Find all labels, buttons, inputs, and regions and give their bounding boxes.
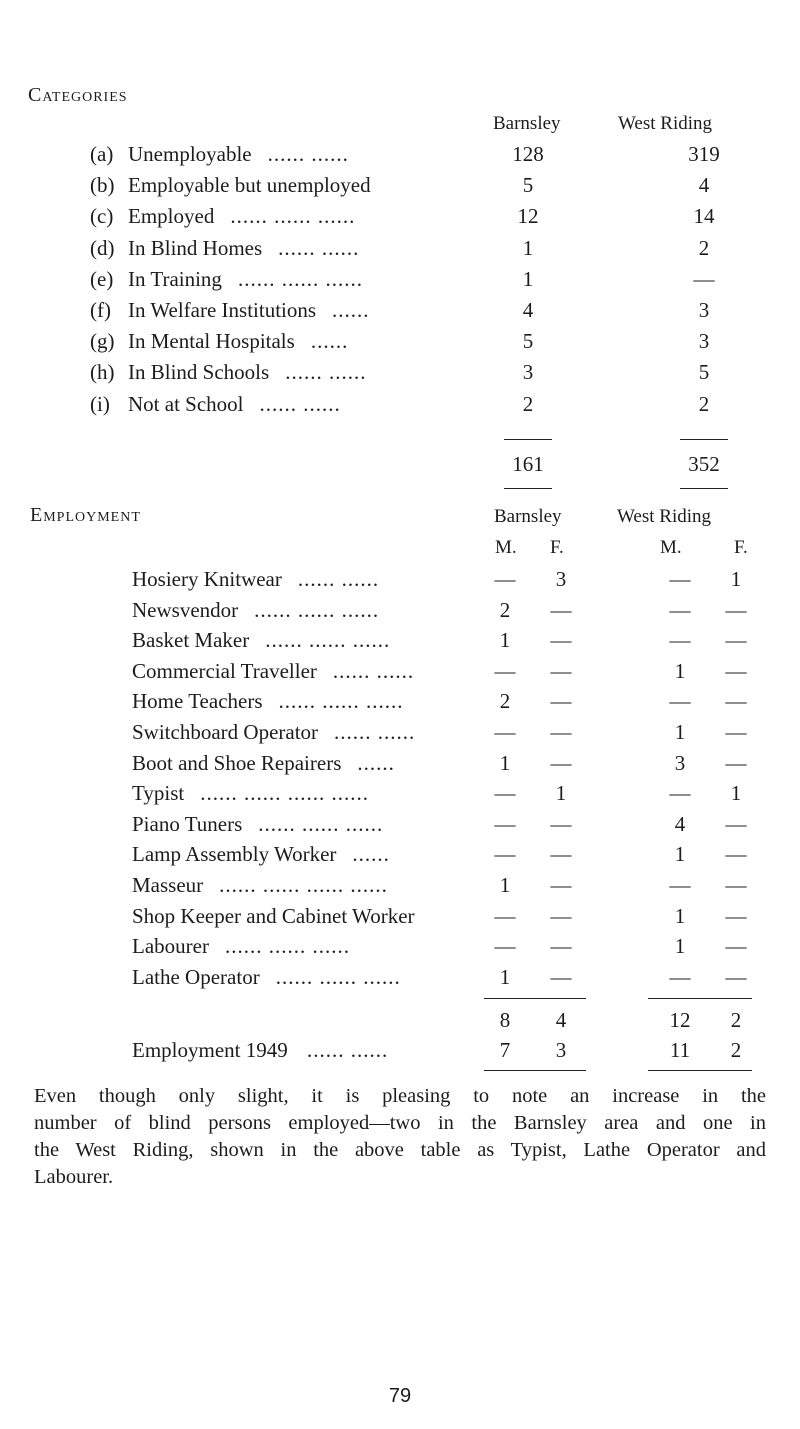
category-barnsley-value: 5 bbox=[522, 173, 534, 198]
employment-wm-value: — bbox=[669, 873, 691, 897]
category-row bbox=[0, 360, 800, 390]
employment-row bbox=[0, 934, 800, 964]
employment-wm-value: 1 bbox=[674, 903, 686, 928]
employment-sub-m-west: M. bbox=[660, 537, 682, 558]
employment-bm-value: 1 bbox=[499, 750, 511, 775]
category-barnsley-value: 2 bbox=[522, 391, 534, 416]
employment-sub-f-barnsley: F. bbox=[550, 537, 564, 558]
employment-bf-value: 3 bbox=[555, 567, 567, 591]
category-letter: (c) bbox=[90, 204, 114, 229]
category-row bbox=[0, 236, 800, 266]
category-west-value: 14 bbox=[693, 204, 715, 229]
employment-bm-value: 1 bbox=[499, 964, 511, 989]
employment-row bbox=[0, 812, 800, 842]
category-barnsley-value: 1 bbox=[522, 235, 534, 260]
category-label: (f) In Welfare Institutions ...... bbox=[90, 298, 370, 322]
employment-heading: Employment bbox=[30, 504, 141, 526]
employment-bf-value: — bbox=[550, 842, 572, 867]
category-row bbox=[0, 267, 800, 297]
employment-bf-value: — bbox=[550, 720, 572, 744]
categories-total-rule-west bbox=[680, 439, 728, 440]
employment-wf-value: 1 bbox=[730, 781, 742, 806]
category-label: (b) Employable but unemployed bbox=[90, 173, 371, 198]
employment-label: Boot and Shoe Repairers ...... bbox=[132, 750, 395, 775]
employment-bf-value: — bbox=[550, 873, 572, 897]
employment-row bbox=[0, 628, 800, 658]
employment-label: Labourer ...... ...... ...... bbox=[132, 934, 350, 959]
employment-label: Switchboard Operator ...... ...... bbox=[132, 720, 416, 744]
category-letter: (f) bbox=[90, 298, 111, 322]
employment-bm-value: 1 bbox=[499, 873, 511, 897]
categories-col-west-riding: West Riding bbox=[618, 113, 712, 134]
employment-total-rule-barnsley bbox=[484, 998, 586, 999]
employment-wf-value: — bbox=[725, 720, 747, 744]
category-label: (i) Not at School ...... ...... bbox=[90, 391, 341, 416]
category-row bbox=[0, 298, 800, 328]
employment-row bbox=[0, 842, 800, 872]
category-label: (d) In Blind Homes ...... ...... bbox=[90, 235, 360, 260]
employment-total-bm: 8 bbox=[499, 1008, 511, 1032]
employment-row bbox=[0, 689, 800, 719]
employment-label: Basket Maker ...... ...... ...... bbox=[132, 628, 391, 653]
employment-total-rule-west bbox=[648, 998, 752, 999]
employment-row bbox=[0, 567, 800, 597]
employment-label: Masseur ...... ...... ...... ...... bbox=[132, 873, 388, 897]
categories-total-west: 352 bbox=[688, 452, 720, 476]
employment-wf-value: — bbox=[725, 811, 747, 836]
employment-label: Home Teachers ...... ...... ...... bbox=[132, 689, 404, 714]
employment-bf-value: — bbox=[550, 658, 572, 683]
employment-wf-value: — bbox=[725, 903, 747, 928]
employment-bm-value: 2 bbox=[499, 597, 511, 622]
category-west-value: 2 bbox=[698, 235, 710, 260]
summary-paragraph bbox=[34, 1083, 766, 1191]
employment-bottom-rule-west bbox=[648, 1070, 752, 1071]
employment-bf-value: — bbox=[550, 689, 572, 714]
category-barnsley-value: 4 bbox=[522, 298, 534, 322]
category-row bbox=[0, 392, 800, 422]
employment-wf-value: — bbox=[725, 842, 747, 867]
employment-label: Commercial Traveller ...... ...... bbox=[132, 658, 415, 683]
employment-wm-value: — bbox=[669, 597, 691, 622]
category-west-value: 3 bbox=[698, 298, 710, 322]
employment-row bbox=[0, 873, 800, 903]
category-letter: (g) bbox=[90, 329, 115, 354]
paragraph-line: Even though only slight, it is pleasing to note an increase in the bbox=[34, 1085, 766, 1107]
employment-label: Typist ...... ...... ...... ...... bbox=[132, 781, 369, 806]
employment-row bbox=[0, 598, 800, 628]
employment-bf-value: — bbox=[550, 628, 572, 653]
category-letter: (a) bbox=[90, 142, 114, 166]
employment-wm-value: 1 bbox=[674, 934, 686, 959]
employment-wf-value: — bbox=[725, 628, 747, 653]
employment-label: Lathe Operator ...... ...... ...... bbox=[132, 964, 401, 989]
category-label: (e) In Training ...... ...... ...... bbox=[90, 266, 363, 291]
category-label: (c) Employed ...... ...... ...... bbox=[90, 204, 356, 229]
category-letter: (e) bbox=[90, 266, 114, 291]
category-west-value: 4 bbox=[698, 173, 710, 198]
employment-wf-value: — bbox=[725, 689, 747, 714]
category-label: (h) In Blind Schools ...... ...... bbox=[90, 360, 367, 385]
categories-col-barnsley: Barnsley bbox=[493, 113, 561, 134]
category-barnsley-value: 128 bbox=[512, 142, 544, 166]
employment-1949-label: Employment 1949 ...... ...... bbox=[132, 1038, 389, 1062]
paragraph-line: Labourer. bbox=[34, 1166, 114, 1188]
employment-wm-value: 1 bbox=[674, 842, 686, 867]
category-row bbox=[0, 329, 800, 359]
employment-1949-bm: 7 bbox=[499, 1038, 511, 1062]
category-barnsley-value: 5 bbox=[522, 329, 534, 354]
employment-bf-value: — bbox=[550, 903, 572, 928]
employment-bf-value: — bbox=[550, 597, 572, 622]
paragraph-line: the West Riding, shown in the above table as Typist, Lathe Operator and bbox=[34, 1139, 766, 1161]
employment-wm-value: — bbox=[669, 781, 691, 806]
employment-total-bf: 4 bbox=[555, 1008, 567, 1032]
employment-label: Hosiery Knitwear ...... ...... bbox=[132, 567, 380, 591]
employment-bf-value: — bbox=[550, 934, 572, 959]
employment-bm-value: — bbox=[494, 842, 516, 867]
categories-total-rule-barnsley bbox=[504, 439, 552, 440]
employment-wf-value: — bbox=[725, 597, 747, 622]
category-barnsley-value: 12 bbox=[517, 204, 539, 229]
category-west-value: 3 bbox=[698, 329, 710, 354]
employment-row bbox=[0, 781, 800, 811]
employment-bm-value: — bbox=[494, 781, 516, 806]
employment-wf-value: 1 bbox=[730, 567, 742, 591]
category-row bbox=[0, 142, 800, 172]
employment-wm-value: 1 bbox=[674, 720, 686, 744]
employment-bm-value: 2 bbox=[499, 689, 511, 714]
category-letter: (i) bbox=[90, 391, 110, 416]
category-barnsley-value: 1 bbox=[522, 266, 534, 291]
employment-bf-value: — bbox=[550, 750, 572, 775]
employment-label: Lamp Assembly Worker ...... bbox=[132, 842, 390, 867]
category-west-value: 2 bbox=[698, 391, 710, 416]
employment-wf-value: — bbox=[725, 658, 747, 683]
employment-bm-value: 1 bbox=[499, 628, 511, 653]
employment-bm-value: — bbox=[494, 811, 516, 836]
category-west-value: 319 bbox=[688, 142, 720, 166]
employment-sub-f-west: F. bbox=[734, 537, 748, 558]
category-letter: (h) bbox=[90, 360, 115, 385]
employment-label: Newsvendor ...... ...... ...... bbox=[132, 597, 380, 622]
employment-wf-value: — bbox=[725, 750, 747, 775]
employment-bm-value: — bbox=[494, 720, 516, 744]
employment-bm-value: — bbox=[494, 658, 516, 683]
category-west-value: 5 bbox=[698, 360, 710, 385]
employment-col-west-riding: West Riding bbox=[617, 506, 711, 527]
employment-bf-value: — bbox=[550, 811, 572, 836]
category-label: (a) Unemployable ...... ...... bbox=[90, 142, 349, 166]
employment-col-barnsley: Barnsley bbox=[494, 506, 562, 527]
employment-wm-value: — bbox=[669, 628, 691, 653]
categories-total-barnsley: 161 bbox=[512, 452, 544, 476]
employment-wm-value: 1 bbox=[674, 658, 686, 683]
page-number: 79 bbox=[388, 1385, 412, 1407]
category-west-value: — bbox=[693, 266, 715, 291]
employment-bm-value: — bbox=[494, 903, 516, 928]
employment-wf-value: — bbox=[725, 873, 747, 897]
category-letter: (d) bbox=[90, 235, 115, 260]
category-row bbox=[0, 173, 800, 203]
employment-1949-row bbox=[0, 1038, 800, 1068]
employment-row bbox=[0, 904, 800, 934]
employment-row bbox=[0, 751, 800, 781]
employment-bottom-rule-barnsley bbox=[484, 1070, 586, 1071]
employment-wf-value: — bbox=[725, 934, 747, 959]
employment-bf-value: — bbox=[550, 964, 572, 989]
employment-wm-value: — bbox=[669, 689, 691, 714]
categories-bottom-rule-west bbox=[680, 488, 728, 489]
employment-bm-value: — bbox=[494, 934, 516, 959]
category-row bbox=[0, 204, 800, 234]
category-label: (g) In Mental Hospitals ...... bbox=[90, 329, 349, 354]
employment-total-wm: 12 bbox=[669, 1008, 691, 1032]
employment-label: Piano Tuners ...... ...... ...... bbox=[132, 811, 384, 836]
paragraph-line: number of blind persons employed—two in the Barnsley area and one in bbox=[34, 1112, 766, 1134]
employment-1949-wm: 11 bbox=[669, 1038, 691, 1062]
employment-1949-bf: 3 bbox=[555, 1038, 567, 1062]
employment-row bbox=[0, 659, 800, 689]
employment-bf-value: 1 bbox=[555, 781, 567, 806]
employment-wm-value: — bbox=[669, 964, 691, 989]
employment-wm-value: 4 bbox=[674, 811, 686, 836]
employment-1949-wf: 2 bbox=[730, 1038, 742, 1062]
employment-sub-m-barnsley: M. bbox=[495, 537, 517, 558]
employment-row bbox=[0, 720, 800, 750]
employment-wf-value: — bbox=[725, 964, 747, 989]
categories-bottom-rule-barnsley bbox=[504, 488, 552, 489]
categories-heading: Categories bbox=[28, 84, 128, 106]
employment-bm-value: — bbox=[494, 567, 516, 591]
category-letter: (b) bbox=[90, 173, 115, 198]
employment-total-wf: 2 bbox=[730, 1008, 742, 1032]
employment-wm-value: 3 bbox=[674, 750, 686, 775]
employment-wm-value: — bbox=[669, 567, 691, 591]
employment-label: Shop Keeper and Cabinet Worker bbox=[132, 903, 415, 928]
category-barnsley-value: 3 bbox=[522, 360, 534, 385]
employment-row bbox=[0, 965, 800, 995]
